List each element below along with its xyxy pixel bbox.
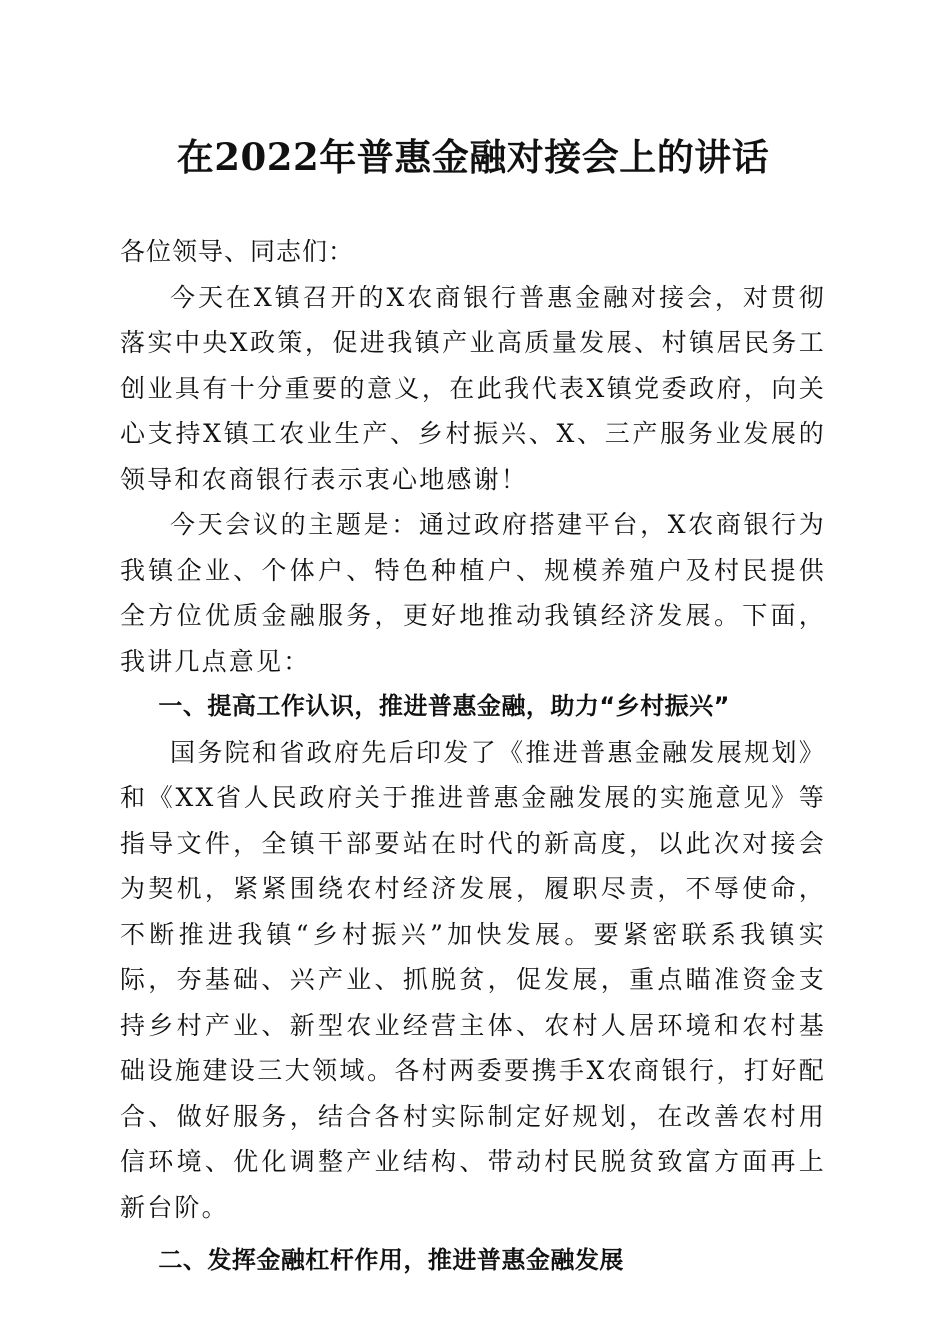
paragraph-section-1: 国务院和省政府先后印发了《推进普惠金融发展规划》和《XX省人民政府关于推进普惠金融发展的实施意见》等指导文件，全镇干部要站在时代的新高度，以此次对接会为契机，紧紧围绕农村经济发展，履职尽责，不辱使命，不断推进我镇“乡村振兴”加快发展。要紧密联系我镇实际，夯基础、兴产业、抓脱贫，促发展，重点瞄准资金支持乡村产业、新型农业经营主体、农村人居环境和农村基础设施建设三大领域。各村两委要携手X农商银行，打好配合、做好服务，结合各村实际制定好规划，在改善农村用信环境、优化调整产业结构、带动村民脱贫致富方面再上新台阶。 <box>120 737 826 1222</box>
paragraph-opening: 今天在X镇召开的X农商银行普惠金融对接会，对贯彻落实中央X政策，促进我镇产业高质量发展、村镇居民务工创业具有十分重要的意义，在此我代表X镇党委政府，向关心支持X镇工农业生产、乡村振兴、X、三产服务业发展的领导和农商银行表示衷心地感谢！ <box>120 282 826 494</box>
section-heading-2: 二、发挥金融杠杆作用，推进普惠金融发展 <box>158 1246 624 1274</box>
paragraph-theme: 今天会议的主题是：通过政府搭建平台，X农商银行为我镇企业、个体户、特色种植户、规模养殖户及村民提供全方位优质金融服务，更好地推动我镇经济发展。下面，我讲几点意见： <box>120 510 826 676</box>
greeting: 各位领导、同志们： <box>120 237 355 266</box>
document-body <box>120 125 826 1284</box>
document-title: 在2022年普惠金融对接会上的讲话 <box>176 135 770 179</box>
section-heading-1: 一、提高工作认识，推进普惠金融，助力“乡村振兴” <box>158 692 730 720</box>
